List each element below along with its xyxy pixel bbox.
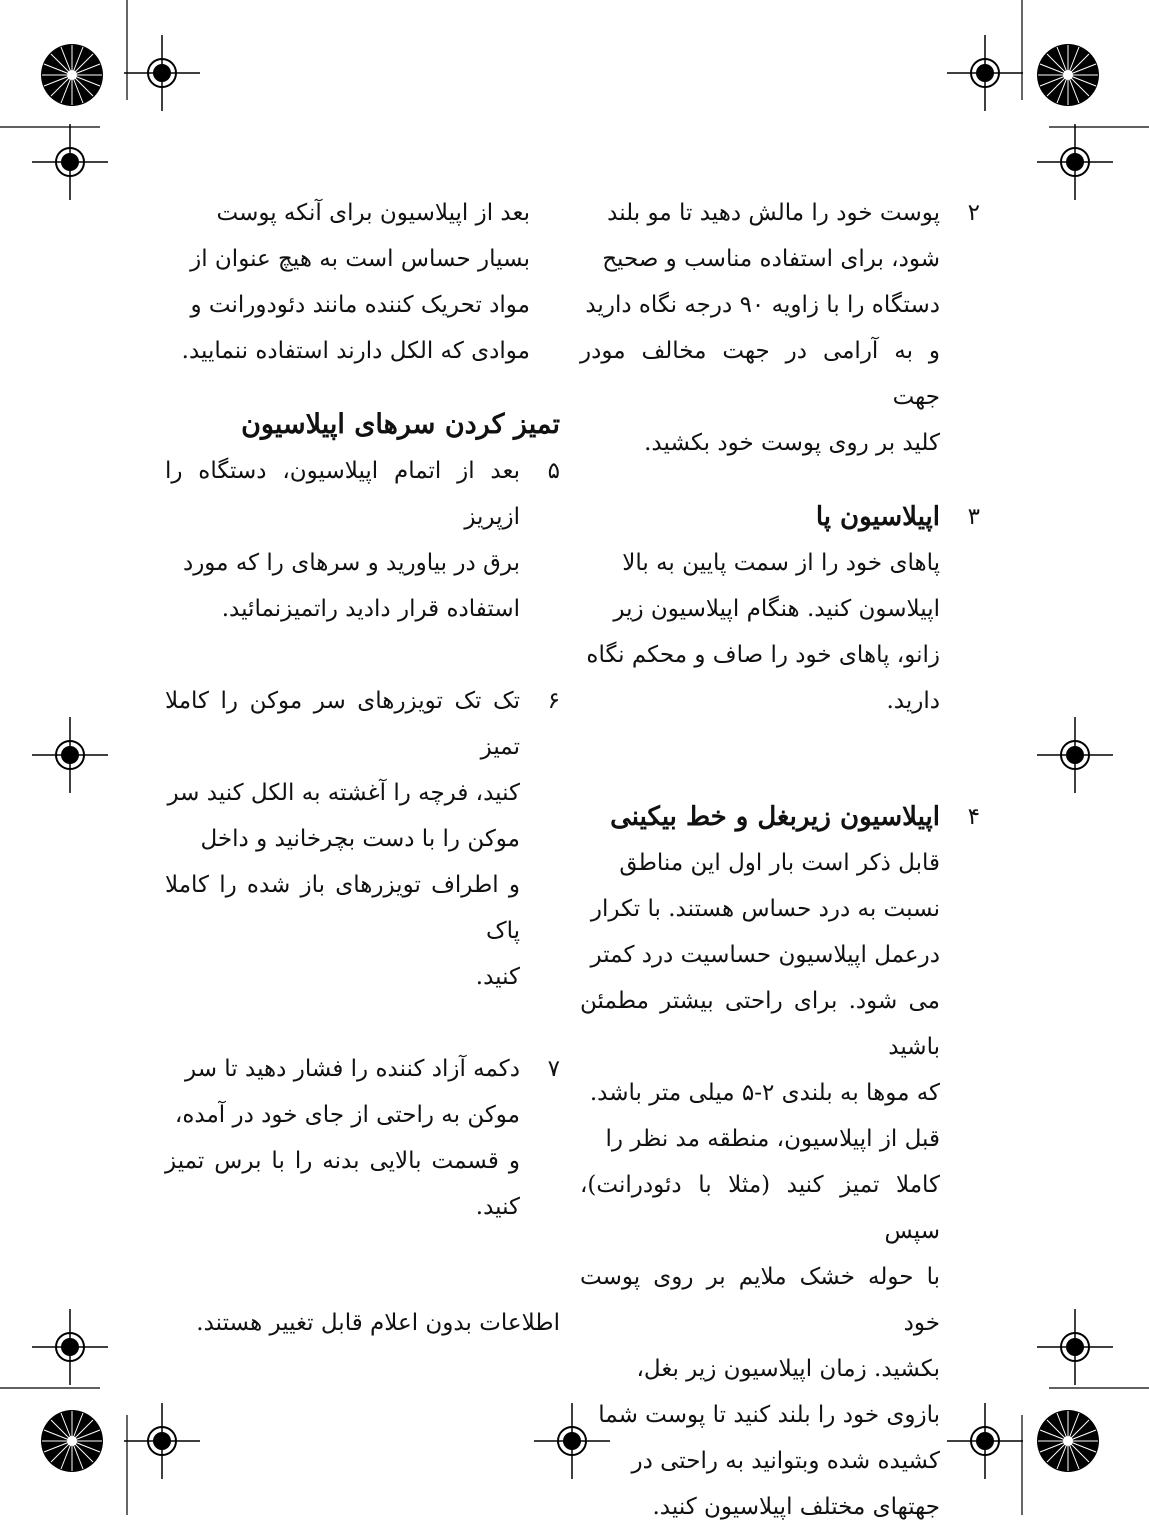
item-number: ۶ [547, 688, 560, 714]
item-7 [165, 1046, 560, 1230]
footer-note: اطلاعات بدون اعلام قابل تغییر هستند. [196, 1310, 560, 1336]
text-line: و قسمت بالایی بدنه را با برس تمیز کنید. [165, 1148, 520, 1220]
text-line: بعد از اتمام اپیلاسیون، دستگاه را ازپریز [165, 458, 520, 530]
text-line: کنید. [475, 964, 520, 990]
text-line: برق در بیاورید و سرهای را که مورد [182, 550, 520, 576]
text-line: اپیلاسون کنید. هنگام اپیلاسیون زیر [613, 596, 940, 622]
text-line: دستگاه را با زاویه ۹۰ درجه نگاه دارید [585, 292, 940, 318]
item-number: ۷ [547, 1056, 560, 1082]
text-line: مواد تحریک کننده مانند دئودورانت و [190, 292, 530, 318]
text-line: قابل ذکر است بار اول این مناطق [619, 850, 940, 876]
text-line: بکشید. زمان اپیلاسیون زیر بغل، [636, 1356, 940, 1382]
text-line: کلید بر روی پوست خود بکشید. [644, 430, 940, 456]
text-line: با حوله خشک ملایم بر روی پوست خود [580, 1264, 940, 1336]
text-line: بازوی خود را بلند کنید تا پوست شما [598, 1402, 940, 1428]
text-line: و به آرامی در جهت مخالف مودر جهت [580, 338, 940, 410]
text-line: موکن را با دست بچرخانید و داخل [200, 826, 520, 852]
text-line: بسیار حساس است به هیچ عنوان از [190, 246, 530, 272]
text-line: درعمل اپیلاسیون حساسیت درد کمتر [590, 942, 940, 968]
item-4 [580, 794, 980, 1530]
item-3 [580, 494, 980, 724]
item-number: ۲ [967, 200, 980, 226]
section-heading: تمیز کردن سرهای اپیلاسیون [241, 409, 560, 440]
text-line: کاملا تمیز کنید (مثلا با دئودرانت)، سپس [580, 1172, 940, 1244]
text-line: جهتهای مختلف اپیلاسیون کنید. [652, 1494, 940, 1520]
text-line: می شود. برای راحتی بیشتر مطمئن باشید [580, 988, 940, 1060]
item-5 [165, 448, 560, 632]
text-line: موکن به راحتی از جای خود در آمده، [174, 1102, 520, 1128]
item-2 [580, 190, 980, 466]
item-number: ۴ [967, 804, 980, 830]
right-column [580, 190, 980, 1530]
text-line: پاهای خود را از سمت پایین به بالا [622, 550, 940, 576]
item-number: ۵ [547, 458, 560, 484]
item-heading: اپیلاسیون زیربغل و خط بیکینی [610, 802, 940, 832]
item-heading: اپیلاسیون پا [815, 502, 940, 532]
intro-paragraph [165, 190, 560, 374]
text-line: کشیده شده وبتوانید به راحتی در [631, 1448, 940, 1474]
item-6 [165, 678, 560, 1000]
text-line: نسبت به درد حساس هستند. با تکرار [590, 896, 940, 922]
text-line: دکمه آزاد کننده را فشار دهید تا سر [185, 1056, 520, 1082]
text-line: پوست خود را مالش دهید تا مو بلند [607, 200, 940, 226]
text-line: شود، برای استفاده مناسب و صحیح [602, 246, 940, 272]
text-line: که موها به بلندی ۲-۵ میلی متر باشد. [589, 1080, 940, 1106]
text-line: استفاده قرار دادید راتمیزنمائید. [221, 596, 520, 622]
left-column [165, 190, 560, 1346]
text-line: موادی که الکل دارند استفاده ننمایید. [181, 338, 530, 364]
text-line: تک تک تویزرهای سر موکن را کاملا تمیز [165, 688, 520, 760]
item-number: ۳ [967, 504, 980, 530]
text-line: قبل از اپیلاسیون، منطقه مد نظر را [605, 1126, 940, 1152]
text-line: کنید، فرچه را آغشته به الکل کنید سر [167, 780, 520, 806]
text-line: زانو، پاهای خود را صاف و محکم نگاه [586, 642, 940, 668]
text-line: دارید. [886, 688, 940, 714]
text-line: بعد از اپیلاسیون برای آنکه پوست [216, 200, 530, 226]
text-line: و اطراف تویزرهای باز شده را کاملا پاک [165, 872, 520, 944]
